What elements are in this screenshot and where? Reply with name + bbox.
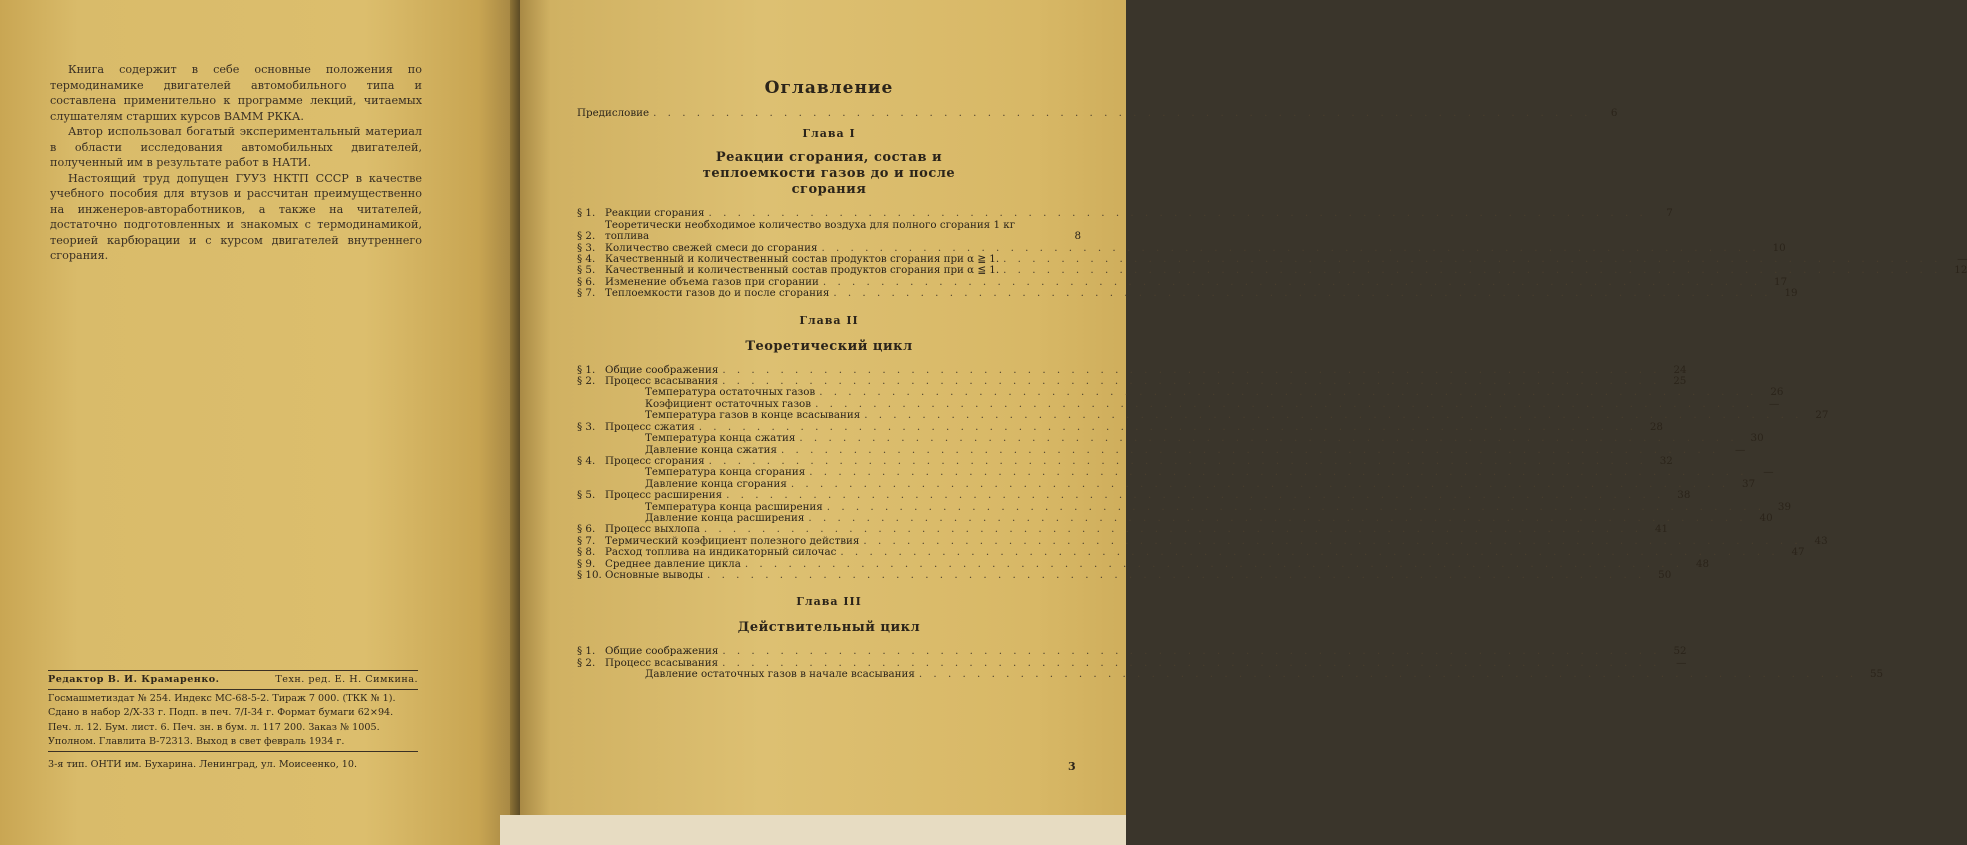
divider — [48, 670, 418, 671]
page-ref: — — [1763, 466, 1774, 479]
abstract-paragraph: Книга содержит в себе основные положения по термодинамике двигателей автомобильного типа и составлена применительно к программе лекций, читаемых слушателям старших курсов ВАММ РККА. — [50, 63, 422, 123]
dot-leader: . . . . . . . . . . . . . . . . . . . . . . . . . . . . . . . . . . . . . . . . . . . . . . . . . . . . . . . . . . . . . . . . . — [863, 534, 1802, 547]
entry-label: Расход топлива на индикаторный силочас — [605, 546, 837, 559]
toc-entry — [577, 220, 1081, 243]
entry-label: Теплоемкости газов до и после сгорания — [605, 287, 830, 300]
chapter-label: Глава II — [799, 313, 859, 327]
entry-label: Давление конца сгорания — [645, 477, 787, 490]
dot-leader: . . . . . . . . . . . . . . . . . . . . . . . . . . . . . . . . . . . . . . . . . . . . . . . . . . . . . . . . . . . . . . . . . — [698, 420, 1637, 433]
dot-leader: . . . . . . . . . . . . . . . . . . . . . . . . . . . . . . . . . . . . . . . . . . . . . . . . . . . . . . . . . . . . . . . . . — [819, 386, 1758, 399]
section-number: § 7. — [577, 287, 596, 300]
entry-label: Процесс выхлопа — [605, 523, 700, 536]
page-ref: 17 — [1774, 275, 1788, 288]
page-ref: 40 — [1759, 511, 1773, 524]
toc-entry — [577, 546, 1805, 559]
abstract-paragraph: Настоящий труд допущен ГУУЗ НКТП СССР в качестве учебного пособия для втузов и рассчитан преимущественно на инженеров-автоработников, а также на читателей, достаточно подготовленных и знакомых с термодинамикой, теорией карбюрации и с курсом двигателей внутреннего сгорания. — [50, 171, 422, 262]
dot-leader: . . . . . . . . . . . . . . . . . . . . . . . . . . . . . . . . . . . . . . . . . . . . . . . . . . . . . . . . . . . . . . . . . — [703, 523, 1643, 536]
toc-entry — [577, 489, 1691, 502]
page-ref: — — [1676, 656, 1687, 669]
entry-label: Давление конца сжатия — [645, 443, 777, 456]
toc-entry — [577, 287, 1798, 300]
section-number: § 4. — [577, 454, 596, 467]
entry-label: Предисловие — [577, 107, 650, 119]
page-ref: — — [1957, 253, 1967, 266]
page-ref: 55 — [1869, 668, 1884, 681]
dot-leader: . . . . . . . . . . . . . . . . . . . . . . . . . . . . . . . . . . . . . . . . . . . . . . . . . . . . . . . . . . . . . . . . . — [722, 375, 1661, 388]
page-ref: 47 — [1791, 546, 1805, 559]
entry-label: Процесс расширения — [605, 489, 723, 502]
table-of-contents — [577, 78, 1967, 681]
dot-leader: . . . . . . . . . . . . . . . . . . . . . . . . . . . . . . . . . . . . . . . . . . . . . . . . . . . . . . . . . . . . . . . . . — [822, 275, 1762, 288]
section-number: § 7. — [577, 534, 596, 547]
page-ref: 6 — [1610, 107, 1618, 119]
dot-leader: . . . . . . . . . . . . . . . . . . . . . . . . . . . . . . . . . . . . . . . . . . . . . . . . . . . . . . . . . . . . . . . . . — [833, 287, 1772, 300]
page-ref: 50 — [1658, 568, 1672, 581]
table-surface — [500, 815, 1126, 845]
page-number: 3 — [1068, 760, 1076, 773]
entry-label: Температура газов в конце всасывания — [645, 409, 861, 422]
entry-label: Среднее давление цикла — [605, 557, 741, 570]
entry-label: Количество свежей смеси до сгорания — [605, 241, 818, 254]
imprint-line: Сдано в набор 2/X-33 г. Подп. в печ. 7/I-34 г. Формат бумаги 62×94. — [48, 707, 394, 719]
imprint-line: Уполном. Главлита В-72313. Выход в свет февраль 1934 г. — [48, 735, 345, 747]
section-number: § 6. — [577, 523, 596, 536]
entry-label: Коэфициент остаточных газов — [645, 397, 812, 410]
entry-label: Температура конца сжатия — [645, 432, 796, 445]
page-ref: 10 — [1772, 241, 1786, 254]
page-ref: 19 — [1784, 287, 1798, 300]
dot-leader: . . . . . . . . . . . . . . . . . . . . . . . . . . . . . . . . . . . . . . . . . . . . . . . . . . . . . . . . . . . . . . . . . — [815, 397, 1754, 410]
entry-label: Температура конца расширения — [645, 500, 823, 513]
entry-label: Процесс сжатия — [605, 420, 695, 433]
entry-label: Давление остаточных газов в начале всасывания — [645, 668, 915, 681]
dot-leader: . . . . . . . . . . . . . . . . . . . . . . . . . . . . . . . . . . . . . . . . . . . . . . . . . . . . . . . . . . . . . . . . . — [821, 241, 1760, 254]
section-number: § 2. — [577, 230, 596, 243]
toc-title: Оглавление — [764, 78, 894, 98]
entry-label: Термический коэфициент полезного действия — [605, 534, 860, 547]
toc-entry — [577, 107, 1618, 119]
chapter-title: Действительный цикл — [737, 620, 921, 636]
entry-label: Процесс всасывания — [605, 656, 719, 669]
section-number: § 2. — [577, 375, 596, 388]
dot-leader: . . . . . . . . . . . . . . . . . . . . . . . . . . . . . . . . . . . . . . . . . . . . . . . . . . . . . . . . . . . . . . . . . — [840, 546, 1779, 559]
section-number: § 9. — [577, 557, 596, 570]
page-ref: 38 — [1677, 489, 1691, 502]
dot-leader: . . . . . . . . . . . . . . . . . . . . . . . . . . . . . . . . . . . . . . . . . . . . . . . . . . . . . . . . . . . . . . . . . — [799, 432, 1738, 445]
page-ref: 12 — [1954, 264, 1967, 277]
entry-label: Температура конца сгорания — [645, 466, 806, 479]
section-number: § 3. — [577, 420, 596, 433]
dot-leader: . . . . . . . . . . . . . . . . . . . . . . . . . . . . . . . . . . . . . . . . . . . . . . . . . . . . . . . . . . . . . . . . . — [708, 454, 1647, 467]
right-page — [520, 0, 1967, 845]
imprint-line: Печ. л. 12. Бум. лист. 6. Печ. зн. в бум. л. 117 200. Заказ № 1005. — [48, 721, 380, 733]
dot-leader: . . . . . . . . . . . . . . . . . . . . . . . . . . . . . . . . . . . . . . . . . . . . . . . . . . . . . . . . . . . . . . . . . — [722, 656, 1661, 669]
tech-editor-credit: Техн. ред. Е. Н. Симкина. — [275, 674, 418, 685]
page-ref: 43 — [1814, 534, 1828, 547]
dot-leader: . . . . . . . . . . . . . . . . . . . . . . . . . . . . . . . . . . . . . . . . . . . . . . . . . . . . . . . . . . . . . . . . . — [790, 477, 1730, 490]
section-number: § 1. — [577, 363, 596, 376]
toc-entry — [577, 568, 1672, 581]
toc-body — [577, 107, 1967, 681]
section-number: § 5. — [577, 264, 596, 277]
book-abstract — [50, 62, 422, 264]
dot-leader: . . . . . . . . . . . . . . . . . . . . . . . . . . . . . . . . . . . . . . . . . . . . . . . . . . . . . . . . . . . . . . . . . — [808, 511, 1747, 524]
page-ref: — — [1734, 443, 1746, 456]
dot-leader: . . . . . . . . . . . . . . . . . . . . . . . . . . . . . . . . . . . . . . . . . . . . . . . . . . . . . . . . . . . . . . . . . — [864, 409, 1803, 422]
dot-leader: . . . . . . . . . . . . . . . . . . . . . . . . . . . . . . . . . . . . . . . . . . . . . . . . . . . . . . . . . . . . . . . . . — [1003, 253, 1942, 266]
dot-leader: . . . . . . . . . . . . . . . . . . . . . . . . . . . . . . . . . . . . . . . . . . . . . . . . . . . . . . . . . . . . . . . . . — [707, 568, 1646, 581]
editor-credit: Редактор В. И. Крамаренко. — [48, 674, 220, 685]
section-number: § 3. — [577, 241, 596, 254]
dot-leader: . . . . . . . . . . . . . . . . . . . . . . . . . . . . . . . . . . . . . . . . . . . . . . . . . . . . . . . . . . . . . . . . . — [653, 107, 1592, 119]
entry-label: Качественный и количественный состав продуктов сгорания при α ≧ 1. — [605, 253, 1000, 266]
entry-label: Давление конца расширения — [645, 511, 805, 524]
dot-leader: . . . . . . . . . . . . . . . . . . . . . . . . . . . . . . . . . . . . . . . . . . . . . . . . . . . . . . . . . . . . . . . . . — [726, 489, 1665, 502]
chapter-title: Реакции сгорания, состав и теплоемкости газов до и после сгорания — [702, 150, 956, 198]
dot-leader: . . . . . . . . . . . . . . . . . . . . . . . . . . . . . . . . . . . . . . . . . . . . . . . . . . . . . . . . . . . . . . . . . — [722, 645, 1661, 658]
divider — [48, 751, 418, 752]
section-number: § 10. — [577, 568, 602, 581]
entry-label: Процесс всасывания — [605, 375, 719, 388]
section-number: § 1. — [577, 207, 596, 220]
page-ref: 41 — [1654, 523, 1669, 536]
dot-leader: . . . . . . . . . . . . . . . . . . . . . . . . . . . . . . . . . . . . . . . . . . . . . . . . . . . . . . . . . . . . . . . . . — [744, 557, 1684, 570]
section-number: § 1. — [577, 645, 596, 658]
section-number: § 5. — [577, 489, 596, 502]
chapter-title: Теоретический цикл — [745, 338, 913, 354]
toc-entry — [577, 466, 1774, 479]
page-ref: 25 — [1673, 375, 1687, 388]
page-ref: 52 — [1673, 645, 1687, 658]
printer-line: 3-я тип. ОНТИ им. Бухарина. Ленинград, ул. Моисеенко, 10. — [48, 759, 358, 771]
entry-label: Общие соображения — [605, 363, 719, 376]
chapter-label: Глава III — [796, 595, 862, 609]
page-ref: 28 — [1649, 420, 1663, 433]
entry-label: Реакции сгорания — [605, 207, 705, 220]
page-ref: 37 — [1742, 477, 1756, 490]
toc-entry — [577, 409, 1829, 422]
section-number: § 6. — [577, 275, 596, 288]
dot-leader: . . . . . . . . . . . . . . . . . . . . . . . . . . . . . . . . . . . . . . . . . . . . . . . . . . . . . . . . . . . . . . . . . — [1003, 264, 1942, 277]
dot-leader: . . . . . . . . . . . . . . . . . . . . . . . . . . . . . . . . . . . . . . . . . . . . . . . . . . . . . . . . . . . . . . . . . — [918, 668, 1858, 681]
dot-leader: . . . . . . . . . . . . . . . . . . . . . . . . . . . . . . . . . . . . . . . . . . . . . . . . . . . . . . . . . . . . . . . . . — [781, 443, 1720, 456]
page-ref: 32 — [1659, 454, 1673, 467]
page-ref: 39 — [1777, 500, 1792, 513]
page-ref: 48 — [1695, 557, 1710, 570]
toc-entry — [577, 432, 1764, 445]
page-ref: 27 — [1815, 409, 1829, 422]
dot-leader: . . . . . . . . . . . . . . . . . . . . . . . . . . . . . . . . . . . . . . . . . . . . . . . . . . . . . . . . . . . . . . . . . — [809, 466, 1748, 479]
entry-label: Общие соображения — [605, 645, 719, 658]
dot-leader: . . . . . . . . . . . . . . . . . . . . . . . . . . . . . . . . . . . . . . . . . . . . . . . . . . . . . . . . . . . . . . . . . — [826, 500, 1766, 513]
dot-leader: . . . . . . . . . . . . . . . . . . . . . . . . . . . . . . . . . . . . . . . . . . . . . . . . . . . . . . . . . . . . . . . . . — [722, 363, 1661, 376]
divider — [48, 689, 418, 690]
abstract-paragraph: Автор использовал богатый экспериментальный материал в области исследования автомобильных двигателей, полученный им в результате работ в НАТИ. — [50, 125, 422, 169]
section-number: § 2. — [577, 656, 596, 669]
page-ref: 30 — [1750, 432, 1764, 445]
imprint-block — [48, 668, 418, 772]
toc-entry — [577, 668, 1884, 681]
section-number: § 8. — [577, 546, 596, 559]
entry-label: Процесс сгорания — [605, 454, 705, 467]
dot-leader: . . . . . . . . . . . . . . . . . . . . . . . . . . . . . . . . . . . . . . . . . . . . . . . . . . . . . . . . . . . . . . . . . — [708, 207, 1647, 220]
entry-label: Теоретически необходимое количество воздуха для полного сгорания 1 кг топлива — [605, 218, 1016, 243]
page-ref: 26 — [1770, 386, 1784, 399]
section-number: § 4. — [577, 253, 596, 266]
page-ref: — — [1769, 397, 1780, 410]
page-ref: 7 — [1666, 207, 1673, 220]
entry-label: Температура остаточных газов — [645, 386, 816, 399]
imprint-line: Госмашметиздат № 254. Индекс МС-68-5-2. Тираж 7 000. (ТКК № 1). — [48, 693, 396, 705]
entry-label: Изменение объема газов при сгорании — [605, 275, 819, 288]
chapter-label: Глава I — [802, 127, 856, 141]
entry-label: Основные выводы — [605, 568, 704, 581]
left-page — [0, 0, 520, 845]
entry-label: Качественный и количественный состав продуктов сгорания при α ≦ 1. — [605, 264, 1000, 277]
page-ref: 24 — [1673, 363, 1687, 376]
page-ref: 8 — [1074, 230, 1081, 243]
